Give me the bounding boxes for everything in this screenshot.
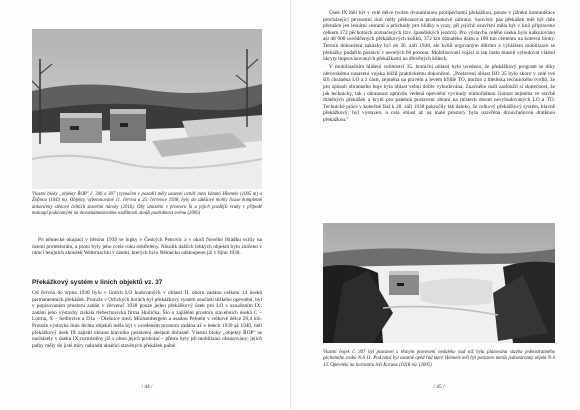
paragraph: Od června do srpna 1938 bylo v liniích LO budovaných v oblasti II. oboru zadáno celkem 14 úseků permanentních překážek. Protože v Orlických horách byl překážkový systém součástí těžkého opevnění, byl v popisovaném prostoru zadán v červenci 1938 pouze jeden překážkový úsek pro LO s označením IX; zadání jeho výstavby získala třebechovická firma Hnilička. Šlo o zajištění prostoru stavebních úseků C – Lotrna, X – Sedlovice a D1a – Olešnice mezi Mückenbergem a osadou Pelnem v celkové délce 20,4 km. Protože výstavba linie těchto objektů měla být v uvedeném prostoru zadána až v letech 1939 až 1940, měl překážkový úsek IX zajistit obranu hlavního postavení alespoň dočasně. Vlastní bloky „objekty ŘOP" se nacházely v úseku IX rozmístěny již v obou jejich probrání – přesto byly při mobilizaci obsazovány; jejich palby měly do jisté míry nahradit absenci stavěných překážek palbě. [32,290,262,349]
body-text-top [323,10,555,125]
page-number: / 45 / [433,384,445,390]
section-heading: Překážkový systém v linich objektů vz. 37 [32,279,163,286]
photo-caption: Vlastní bloky „objekty ŘOP" č. 306 a 307 (vyznačen v pozadí) měly usazení uvnitř mezi kótami Hlemele (1005 m) a Žofínou (1043 m). Objekty, vybetonované 11. června a 25. července 1938, byly do zátěžové mohly licase kompletně dokončeny stěnové čelních stavební nároky (2016). Oby umístění v prostoru hi a jejich pozdější vraky v přípodě maloupl podávanými na dovoznámotovníme ozdělnosti ulouží podrobnost svému (2005) [32,192,262,216]
page-number: / 44 / [141,384,153,390]
paragraph: V mobilizačním hlášení velitelství 35. hraniční oblasti bylo uvedeno, že překážkový program se díky obrovskému nasazení vojska blížil praktickému dokončení. „Postavení oblast HO 35 bylo skoro v celé své šíři chráněna LO a z části, zejména na pravém a levém křídle TO, možno z hlediska technického tvrditi, že pro způsob obranného boje byla oblast velmi dobře vybudována. Značného úsilí zasloužil si skutečnost, že jak technicky, tak i obrannost opravdu vedená opevnění vyvinuly mimořádnou činnost zejména ve stavbě drátěných překážek a krytů pro palebná postavení zbraní na místech dosud nevybudovaných LO a TO. Technické práce v konečné fází k 28. září 1938 pokročily tak daleko, že celkový překážkový systém, hlavně překážkový, byl vystaven, a celá oblast až na malé prostory byla uzavřena drouvřadovou drátěnou překážkou." [323,64,555,123]
right-page [290,0,580,410]
body-text-section [32,290,262,351]
bunker-winter-photo [32,29,262,189]
paragraph: Úsek IX měl být v celé délce tvořen dvouminnou protipěchotní překážkou, pouze v jižněm komunikace procházející pevnostní linii měly přehrazovat protitankové zábrany. Souvisly pás překážek měl být dále přerušen jen lesními cestami a průchody pro hlídky a vozy, při jejichž uzavření měla být v linii připraveno celkem 172 pěchotních zoznačených (tzv. španělských jezdců). Pro výstavbu celého úseku bylo kalkulováno asi 48 000 osvědčených překážkových kolíků, 372 km ostnatého drátu a 180 tun cementu na kotevní bloky. Termín dokončení zakázky byl do 30. září 1938, ale kvůli urgovaným důlrům a vyhlášení mobilizace se překážky podařilo postavit v necelých 60 procent. Mobilizovaní vojáci si tak často museli vybudovat vlastní úkryty improvizovaných překážkami na dřevěných kůlech. [323,10,555,63]
bunker-hillside-photo [323,223,555,343]
body-text-intro [32,237,262,258]
paragraph: Po německé okupaci v březnu 1939 se lopky v Českých Petrovic a v okolí Nového Hrádku ocitly na území protektorátu, a proto byly jeho ccelé roku odstřeleny. Nikolik dalších lehkých objektů bylo zničeno v rámci lenijních zkoušek Wehrmachtu v území, kterých bylo Německu odstoupeno již v říjnu 1938. [32,237,262,257]
photo-caption: Vlastní bojek č. 307 byl postaven s těsným pronesení nedaleko nad níž byla plánována stavba jednostranného pěchotního srubu N-S 11. Pod nímž byl ostatně oped řad které Hlemele měl být postaven menší jednostranný objekt N-S 13. Opevnění na horizontu leží Korunu (1018 m). (2005) [323,350,555,368]
